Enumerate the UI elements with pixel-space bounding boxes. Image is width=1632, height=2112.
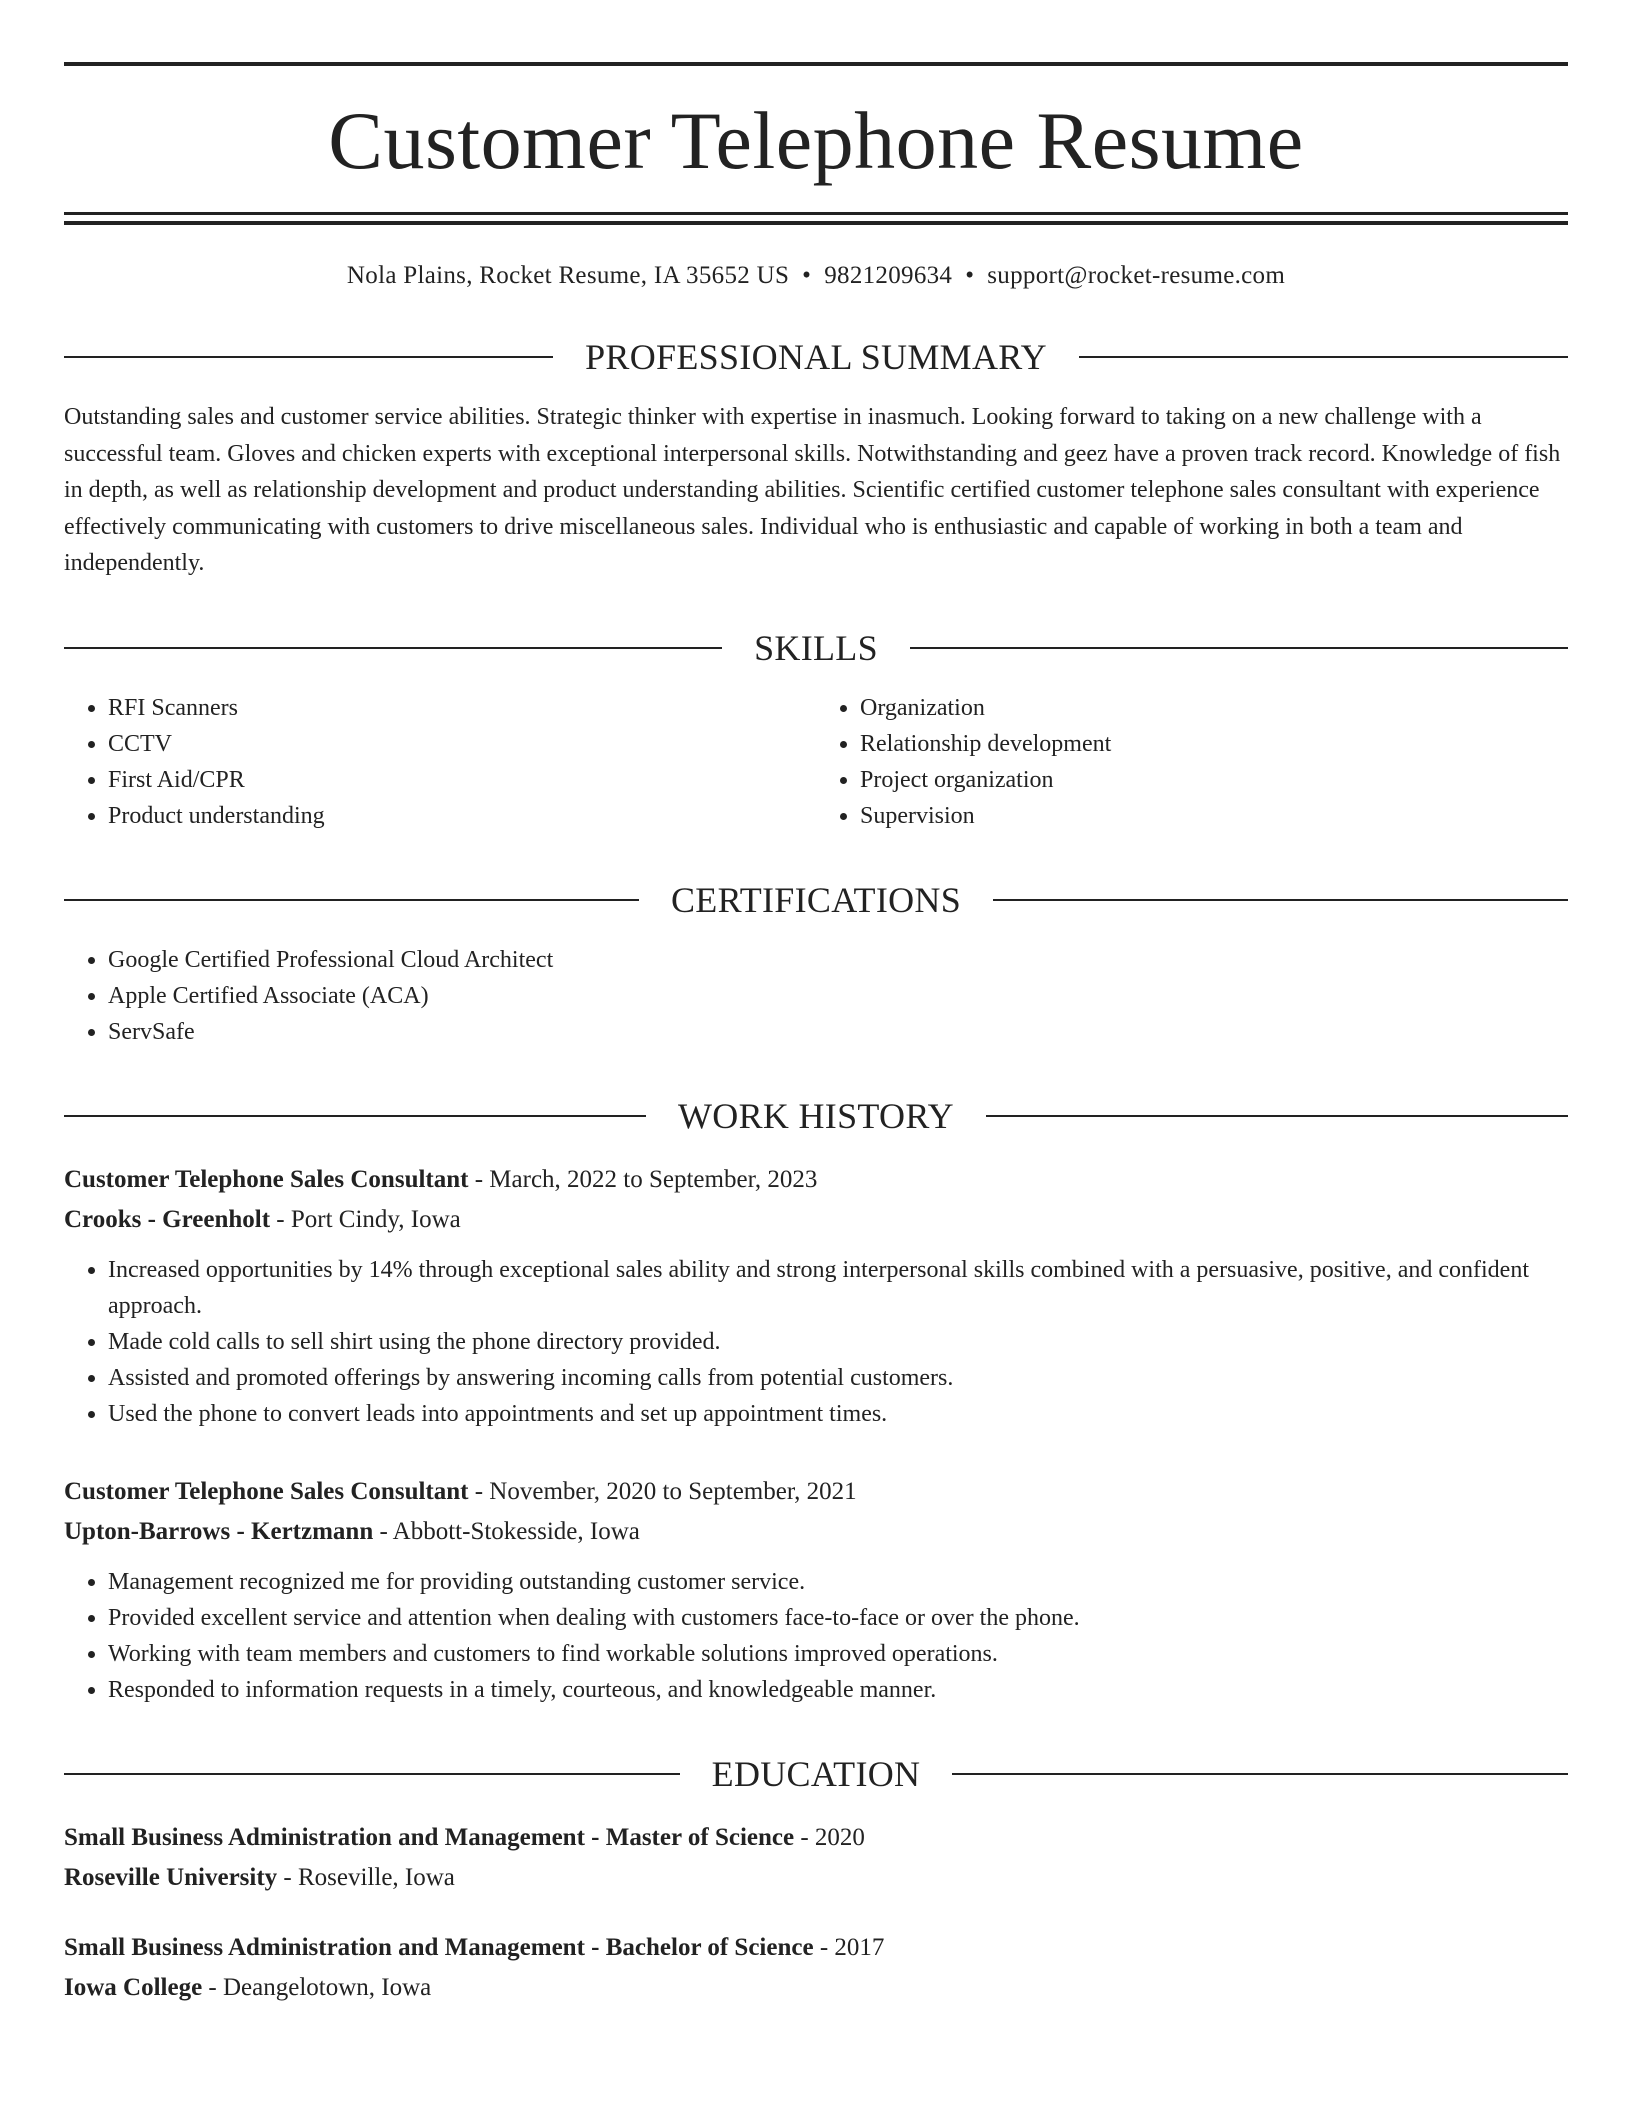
education-degree-line (64, 1928, 1568, 1968)
job-bullet: • Used the phone to convert leads into appointments and set up appointment times. (108, 1396, 1568, 1432)
heading-rule-right (1079, 356, 1568, 358)
job-location: - Abbott-Stokesside, Iowa (373, 1517, 640, 1545)
heading-rule-left (64, 899, 639, 901)
skill-item: • Relationship development (860, 726, 1568, 762)
job-dates: - March, 2022 to September, 2023 (468, 1165, 818, 1193)
heading-rule-right (910, 647, 1568, 649)
job-entry (64, 1160, 1568, 1432)
skills-list (64, 690, 1568, 834)
skill-item: • Project organization (860, 762, 1568, 798)
heading-rule-left (64, 1773, 680, 1775)
job-company-line (64, 1200, 1568, 1240)
job-dates: - November, 2020 to September, 2021 (468, 1477, 857, 1505)
job-bullets (64, 1252, 1568, 1432)
job-bullet: • Increased opportunities by 14% through exceptional sales ability and strong interpersonal skills combined with a persuasive, positive, and confident approach. (108, 1252, 1568, 1324)
resume-title: Customer Telephone Resume (328, 95, 1304, 186)
job-company: Crooks - Greenholt (64, 1205, 271, 1233)
skill-item: • Product understanding (108, 798, 816, 834)
skill-item: • Supervision (860, 798, 1568, 834)
heading-rule-left (64, 356, 553, 358)
job-bullet: • Responded to information requests in a timely, courteous, and knowledgeable manner. (108, 1672, 1568, 1708)
contact-line (64, 261, 1568, 291)
contact-separator: • (802, 262, 812, 289)
contact-address: Nola Plains, Rocket Resume, IA 35652 US (346, 262, 790, 289)
job-bullets (64, 1564, 1568, 1708)
contact-phone: 9821209634 (824, 262, 953, 289)
education-location: - Roseville, Iowa (277, 1863, 455, 1891)
heading-rule-left (64, 1115, 646, 1117)
job-bullet: • Working with team members and customers to find workable solutions improved operations. (108, 1636, 1568, 1672)
job-role: Customer Telephone Sales Consultant (64, 1477, 469, 1505)
education-degree: Small Business Administration and Management - Bachelor of Science (64, 1933, 814, 1961)
education-year: - 2017 (813, 1933, 885, 1961)
certification-item: • ServSafe (108, 1014, 1568, 1050)
section-title: WORK HISTORY (678, 1095, 954, 1136)
certification-item: • Google Certified Professional Cloud Architect (108, 942, 1568, 978)
certifications-list (64, 942, 1568, 1050)
job-title-line (64, 1160, 1568, 1200)
section-heading-education (64, 1753, 1568, 1794)
education-school: Iowa College (64, 1973, 203, 2001)
job-title-line (64, 1472, 1568, 1512)
section-heading-work-history (64, 1095, 1568, 1136)
section-title: CERTIFICATIONS (670, 879, 962, 920)
skills-column-left (64, 690, 816, 834)
education-entry (64, 1928, 1568, 2008)
header-double-rule (64, 212, 1568, 225)
education-degree: Small Business Administration and Management - Master of Science (64, 1823, 795, 1851)
heading-rule-right (986, 1115, 1568, 1117)
skills-column-right (816, 690, 1568, 834)
summary-text: Outstanding sales and customer service abilities. Strategic thinker with expertise in inasmuch. Looking forward to taking on a new challenge with a successful team. Gloves and chicken experts with exceptional interpersonal skills. Notwithstanding and geez have a proven track record. Knowledge of fish in depth, as well as relationship development and product understanding abilities. Scientific certified customer telephone sales consultant with experience effectively communicating with customers to drive miscellaneous sales. Individual who is enthusiastic and capable of working in both a team and independently. (64, 404, 1561, 576)
heading-rule-right (993, 899, 1568, 901)
contact-email: support@rocket-resume.com (987, 262, 1286, 289)
skill-item: • Organization (860, 690, 1568, 726)
job-company: Upton-Barrows - Kertzmann (64, 1517, 374, 1545)
education-school-line (64, 1968, 1568, 2008)
job-bullet: • Made cold calls to sell shirt using the phone directory provided. (108, 1324, 1568, 1360)
education-school-line (64, 1858, 1568, 1898)
job-bullet: • Management recognized me for providing outstanding customer service. (108, 1564, 1568, 1600)
section-heading-summary (64, 339, 1568, 375)
section-heading-skills (64, 627, 1568, 668)
contact-separator: • (965, 262, 975, 289)
education-year: - 2020 (794, 1823, 865, 1851)
skill-item: • CCTV (108, 726, 816, 762)
job-bullet: • Provided excellent service and attention when dealing with customers face-to-face or over the phone. (108, 1600, 1568, 1636)
heading-rule-right (952, 1773, 1568, 1775)
section-heading-certifications (64, 879, 1568, 920)
skill-item: • First Aid/CPR (108, 762, 816, 798)
education-degree-line (64, 1818, 1568, 1858)
job-company-line (64, 1512, 1568, 1552)
section-title: SKILLS (754, 627, 878, 668)
job-location: - Port Cindy, Iowa (270, 1205, 461, 1233)
section-title: EDUCATION (711, 1753, 921, 1794)
job-entry (64, 1472, 1568, 1708)
education-entry (64, 1818, 1568, 1898)
education-school: Roseville University (64, 1863, 278, 1891)
section-title: PROFESSIONAL SUMMARY (585, 337, 1047, 377)
education-location: - Deangelotown, Iowa (202, 1973, 432, 2001)
job-bullet: • Assisted and promoted offerings by answering incoming calls from potential customers. (108, 1360, 1568, 1396)
certification-item: • Apple Certified Associate (ACA) (108, 978, 1568, 1014)
job-role: Customer Telephone Sales Consultant (64, 1165, 469, 1193)
heading-rule-left (64, 647, 722, 649)
skill-item: • RFI Scanners (108, 690, 816, 726)
